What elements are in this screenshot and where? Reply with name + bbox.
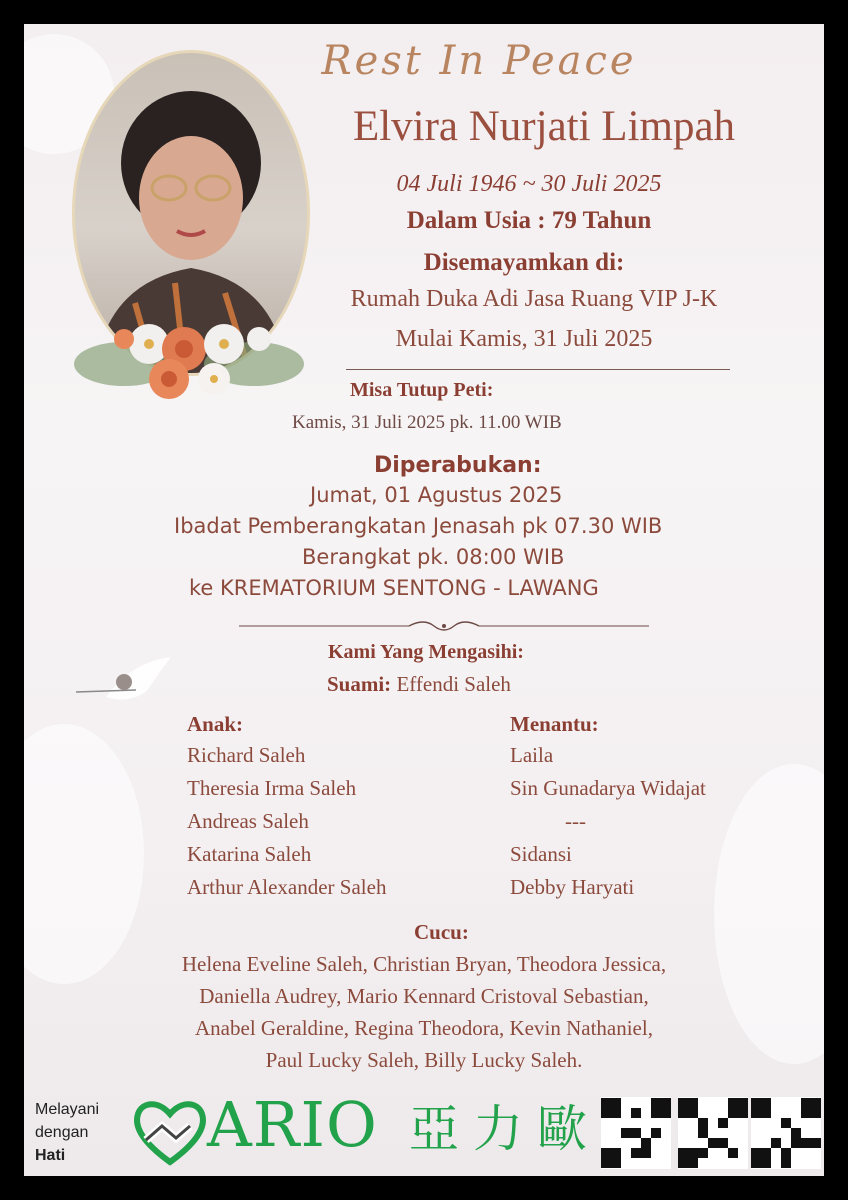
in-law-name: Laila bbox=[510, 743, 554, 767]
misa-time: Kamis, 31 Juli 2025 pk. 11.00 WIB bbox=[292, 412, 562, 433]
family-heading: Kami Yang Mengasihi: bbox=[328, 641, 524, 663]
age-line: Dalam Usia : 79 Tahun bbox=[406, 207, 652, 234]
grandchildren-line: Helena Eveline Saleh, Christian Bryan, Theodora Jessica, bbox=[181, 952, 667, 976]
spouse-name: Effendi Saleh bbox=[396, 672, 511, 696]
life-dates: 04 Juli 1946 ~ 30 Juli 2025 bbox=[396, 171, 662, 197]
flower-bouquet-icon bbox=[64, 304, 314, 414]
divider-line bbox=[346, 369, 730, 370]
spouse-line bbox=[327, 672, 511, 697]
brand-logo-cjk: 亞力歐 bbox=[409, 1100, 601, 1158]
diperabukan-line: Berangkat pk. 08:00 WIB bbox=[302, 545, 565, 569]
grandchildren-line: Anabel Geraldine, Regina Theodora, Kevin Nathaniel, bbox=[195, 1016, 653, 1040]
grandchildren-line: Paul Lucky Saleh, Billy Lucky Saleh. bbox=[265, 1048, 583, 1072]
qr-code-icon[interactable] bbox=[751, 1097, 821, 1169]
obituary-card bbox=[24, 24, 824, 1176]
in-law-name: Debby Haryati bbox=[510, 875, 635, 899]
qr-code-icon[interactable] bbox=[601, 1097, 671, 1169]
brand-logo-text: ARIO bbox=[207, 1088, 378, 1161]
in-law-name: Sin Gunadarya Widajat bbox=[510, 776, 706, 800]
dove-icon bbox=[76, 642, 196, 722]
deceased-name: Elvira Nurjati Limpah bbox=[352, 103, 736, 150]
floral-decoration bbox=[714, 764, 824, 1064]
children-heading: Anak: bbox=[187, 712, 244, 736]
diperabukan-heading: Diperabukan: bbox=[374, 453, 542, 478]
misa-heading: Misa Tutup Peti: bbox=[350, 379, 494, 401]
in-laws-heading: Menantu: bbox=[510, 712, 599, 736]
in-law-name: Sidansi bbox=[510, 842, 572, 866]
tagline-line: Melayani bbox=[35, 1101, 100, 1118]
child-name: Andreas Saleh bbox=[187, 809, 309, 833]
spouse-label: Suami: bbox=[327, 672, 392, 696]
handshake-icon bbox=[132, 1096, 208, 1168]
child-name: Richard Saleh bbox=[187, 743, 306, 767]
floral-decoration bbox=[24, 724, 144, 984]
diperabukan-line: ke KREMATORIUM SENTONG - LAWANG bbox=[189, 576, 599, 600]
child-name: Theresia Irma Saleh bbox=[187, 776, 357, 800]
diperabukan-line: Jumat, 01 Agustus 2025 bbox=[310, 483, 563, 507]
qr-code-icon[interactable] bbox=[678, 1097, 748, 1169]
funeral-home-place: Rumah Duka Adi Jasa Ruang VIP J-K bbox=[350, 286, 718, 312]
diperabukan-line: Ibadat Pemberangkatan Jenasah pk 07.30 WIB bbox=[174, 514, 663, 538]
tagline-line: dengan bbox=[35, 1124, 89, 1141]
in-law-separator: --- bbox=[565, 809, 586, 833]
disemayamkan-heading: Disemayamkan di: bbox=[423, 249, 625, 276]
rest-in-peace-title: Rest In Peace bbox=[321, 38, 637, 84]
ornament-divider-icon bbox=[239, 620, 649, 632]
child-name: Arthur Alexander Saleh bbox=[187, 875, 387, 899]
tagline-line: Hati bbox=[35, 1147, 66, 1164]
child-name: Katarina Saleh bbox=[187, 842, 312, 866]
grandchildren-line: Daniella Audrey, Mario Kennard Cristoval Sebastian, bbox=[199, 984, 649, 1008]
grandchildren-heading: Cucu: bbox=[414, 920, 469, 944]
funeral-home-start: Mulai Kamis, 31 Juli 2025 bbox=[395, 326, 653, 352]
